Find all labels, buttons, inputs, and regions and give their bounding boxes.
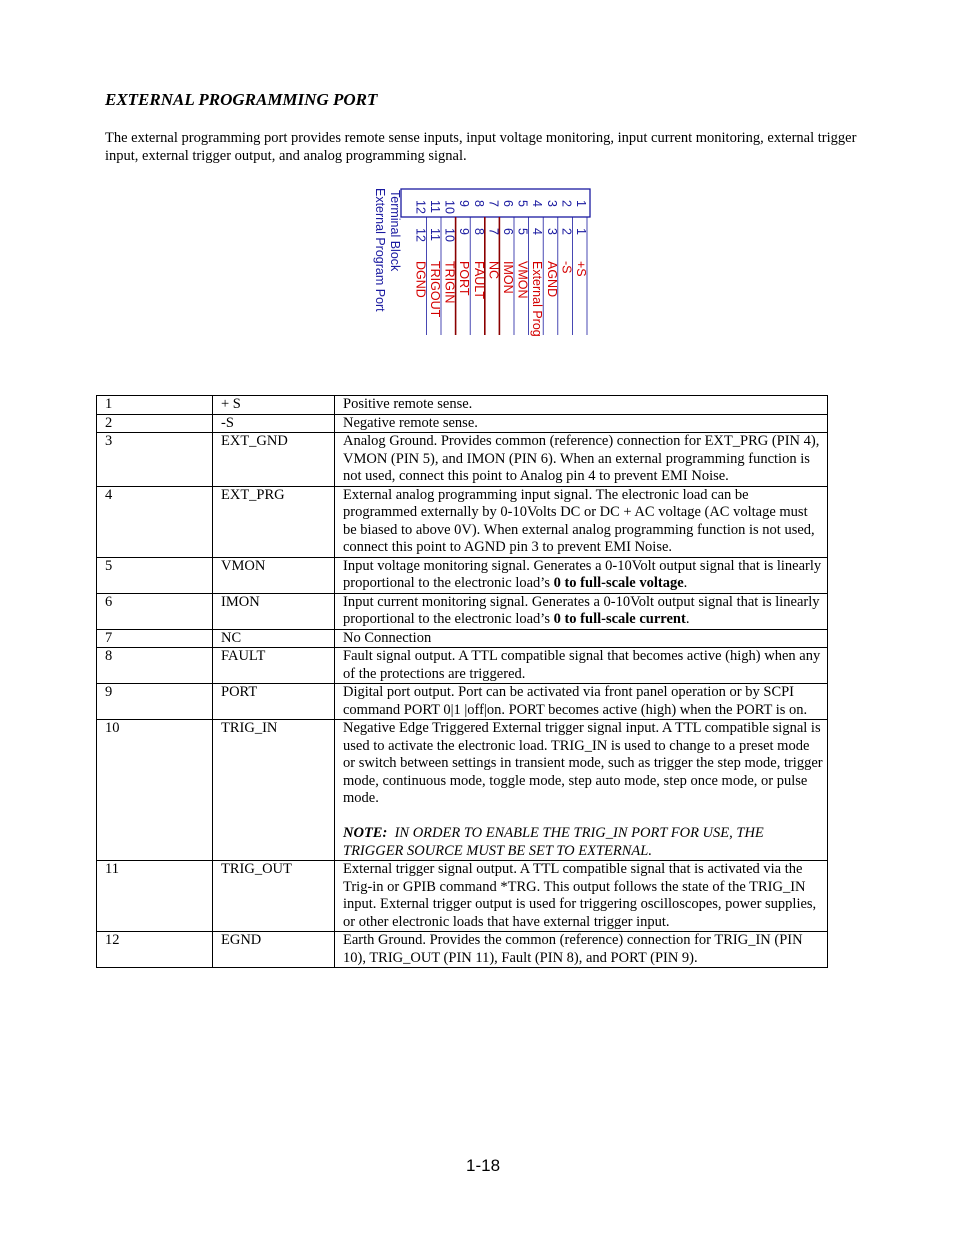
wire-number: 8: [471, 228, 486, 235]
pin-number: 11: [97, 861, 213, 932]
table-row: [97, 932, 828, 968]
pin-description: Analog Ground. Provides common (reference) connection for EXT_PRG (PIN 4), VMON (PIN 5), and IMON (PIN 6). When an external programming function is not used, connect this point to Analog pin 4 to prevent EMI Noise.: [335, 433, 828, 487]
note-label: NOTE:: [343, 825, 388, 841]
pin-description: External trigger signal output. A TTL compatible signal that is activated via the Trig-in or GPIB command *TRG. This output follows the state of the TRIG_IN input. External trigger output is used for triggering oscilloscopes, power supplies, or other electronic loads that have external trigger input.: [335, 861, 828, 932]
wire-label: DGND: [413, 261, 428, 298]
pin-name: FAULT: [213, 648, 335, 684]
table-row: [97, 557, 828, 593]
pin-name: EXT_GND: [213, 433, 335, 487]
terminal-number: 9: [457, 200, 472, 207]
page-number: 1-18: [466, 1156, 501, 1175]
wire-number: 11: [428, 228, 442, 241]
terminal-block-diagram: [360, 185, 600, 345]
desc-text: Negative Edge Triggered External trigger signal input. A TTL compatible signal is used to activate the electronic load. TRIG_IN is used to change to a preset mode or switch between settings in transient mode, such as trigger the step mode, trigger mode, continuous mode, toggle mode, step auto mode, step once mode, or pulse mode.: [343, 720, 823, 806]
desc-text: .: [685, 611, 690, 627]
pin-number: 8: [97, 648, 213, 684]
terminal-number: 2: [559, 200, 574, 207]
table-row: [97, 414, 828, 433]
pin-number: 7: [97, 629, 213, 648]
pin-number: 2: [97, 414, 213, 433]
wire-number: 2: [559, 228, 574, 235]
wire-label: VMON: [515, 261, 530, 299]
intro-paragraph: The external programming port provides remote sense inputs, input voltage monitoring, input current monitoring, external trigger input, external trigger output, and analog programming signal.: [105, 130, 857, 164]
terminal-number: 12: [413, 200, 428, 214]
wire-label: TRIGOUT: [428, 261, 442, 318]
pin-description: Positive remote sense.: [335, 396, 828, 415]
pin-name: EXT_PRG: [213, 486, 335, 557]
table-row: [97, 433, 828, 487]
pin-name: VMON: [213, 557, 335, 593]
pin-description: Fault signal output. A TTL compatible signal that becomes active (high) when any of the protections are triggered.: [335, 648, 828, 684]
pin-description: No Connection: [335, 629, 828, 648]
desc-emphasis: 0 to full-scale current: [553, 611, 686, 627]
pin-description: External analog programming input signal. The electronic load can be programmed externally by 0-10Volts DC or DC + AC voltage (AC voltage must be biased to above 0V). When external analog programming function is not used, connect this point to AGND pin 3 to prevent EMI Noise.: [335, 486, 828, 557]
pin-number: 12: [97, 932, 213, 968]
pin-description: Negative remote sense.: [335, 414, 828, 433]
terminal-number: 5: [515, 200, 530, 207]
wire-number: 7: [486, 228, 501, 235]
terminal-number: 10: [442, 200, 457, 214]
table-row: [97, 396, 828, 415]
terminal-number: 8: [471, 200, 486, 207]
table-row: [97, 486, 828, 557]
wire-label: TRIGIN: [442, 261, 457, 304]
pin-description: [335, 557, 828, 593]
terminal-number: 3: [544, 200, 559, 207]
pin-name: PORT: [213, 684, 335, 720]
wire-label: AGND: [544, 261, 559, 298]
pin-name: IMON: [213, 593, 335, 629]
wire-number: 6: [501, 228, 515, 235]
table-row: [97, 648, 828, 684]
terminal-number: 6: [501, 200, 515, 207]
table-row: [97, 629, 828, 648]
pin-name: TRIG_IN: [213, 720, 335, 861]
pin-name: -S: [213, 414, 335, 433]
table-row: [97, 861, 828, 932]
pin-number: 3: [97, 433, 213, 487]
pin-number: 6: [97, 593, 213, 629]
wire-label: +S: [574, 261, 588, 277]
pin-name: TRIG_OUT: [213, 861, 335, 932]
desc-text: Input current monitoring signal. Generates a 0-10Volt output signal that is linearly proportional to the electronic load’s: [343, 593, 820, 627]
table-row: [97, 720, 828, 861]
pin-number: 4: [97, 486, 213, 557]
table-row: [97, 684, 828, 720]
pin-name: + S: [213, 396, 335, 415]
pin-description: Earth Ground. Provides the common (reference) connection for TRIG_IN (PIN 10), TRIG_OUT (PIN 11), Fault (PIN 8), and PORT (PIN 9).: [335, 932, 828, 968]
wire-number: 9: [457, 228, 472, 235]
terminal-number: 1: [574, 200, 588, 207]
diagram-title-line2: External Program Port: [373, 188, 387, 312]
pin-description: Digital port output. Port can be activated via front panel operation or by SCPI command PORT 0|1 |off|on. PORT becomes active (high) when the PORT is on.: [335, 684, 828, 720]
pin-description: [335, 593, 828, 629]
wire-number: 3: [544, 228, 559, 235]
wire-label: -S: [559, 261, 574, 274]
note-text: [343, 825, 823, 860]
wire-label: PORT: [457, 261, 472, 296]
wire-number: 12: [413, 228, 428, 242]
table-row: [97, 593, 828, 629]
wire-number: 5: [515, 228, 530, 235]
pin-number: 10: [97, 720, 213, 861]
pin-name: EGND: [213, 932, 335, 968]
pin-name: NC: [213, 629, 335, 648]
pin-description: [335, 720, 828, 861]
diagram-title-line1: Terminal Block: [388, 190, 402, 272]
wire-label: IMON: [501, 261, 515, 294]
terminal-number: 11: [428, 200, 442, 213]
wire-label: External Prog: [530, 261, 545, 337]
pin-number: 9: [97, 684, 213, 720]
wire-number: 10: [442, 228, 457, 242]
pin-number: 5: [97, 557, 213, 593]
terminal-number: 4: [530, 200, 545, 207]
pin-number: 1: [97, 396, 213, 415]
wire-label: FAULT: [471, 261, 486, 299]
desc-text: .: [683, 575, 688, 591]
desc-text: Input voltage monitoring signal. Generates a 0-10Volt output signal that is linearly proportional to the electronic load’s: [343, 557, 822, 591]
terminal-number: 7: [486, 200, 501, 207]
section-heading: EXTERNAL PROGRAMMING PORT: [105, 90, 378, 109]
wire-number: 4: [530, 228, 545, 235]
wire-label: NC: [486, 261, 501, 280]
pin-description-table: [96, 395, 828, 968]
note-body: IN ORDER TO ENABLE THE TRIG_IN PORT FOR USE, THE TRIGGER SOURCE MUST BE SET TO EXTERNAL.: [343, 825, 764, 859]
desc-emphasis: 0 to full-scale voltage: [553, 575, 684, 591]
wire-number: 1: [574, 228, 588, 235]
